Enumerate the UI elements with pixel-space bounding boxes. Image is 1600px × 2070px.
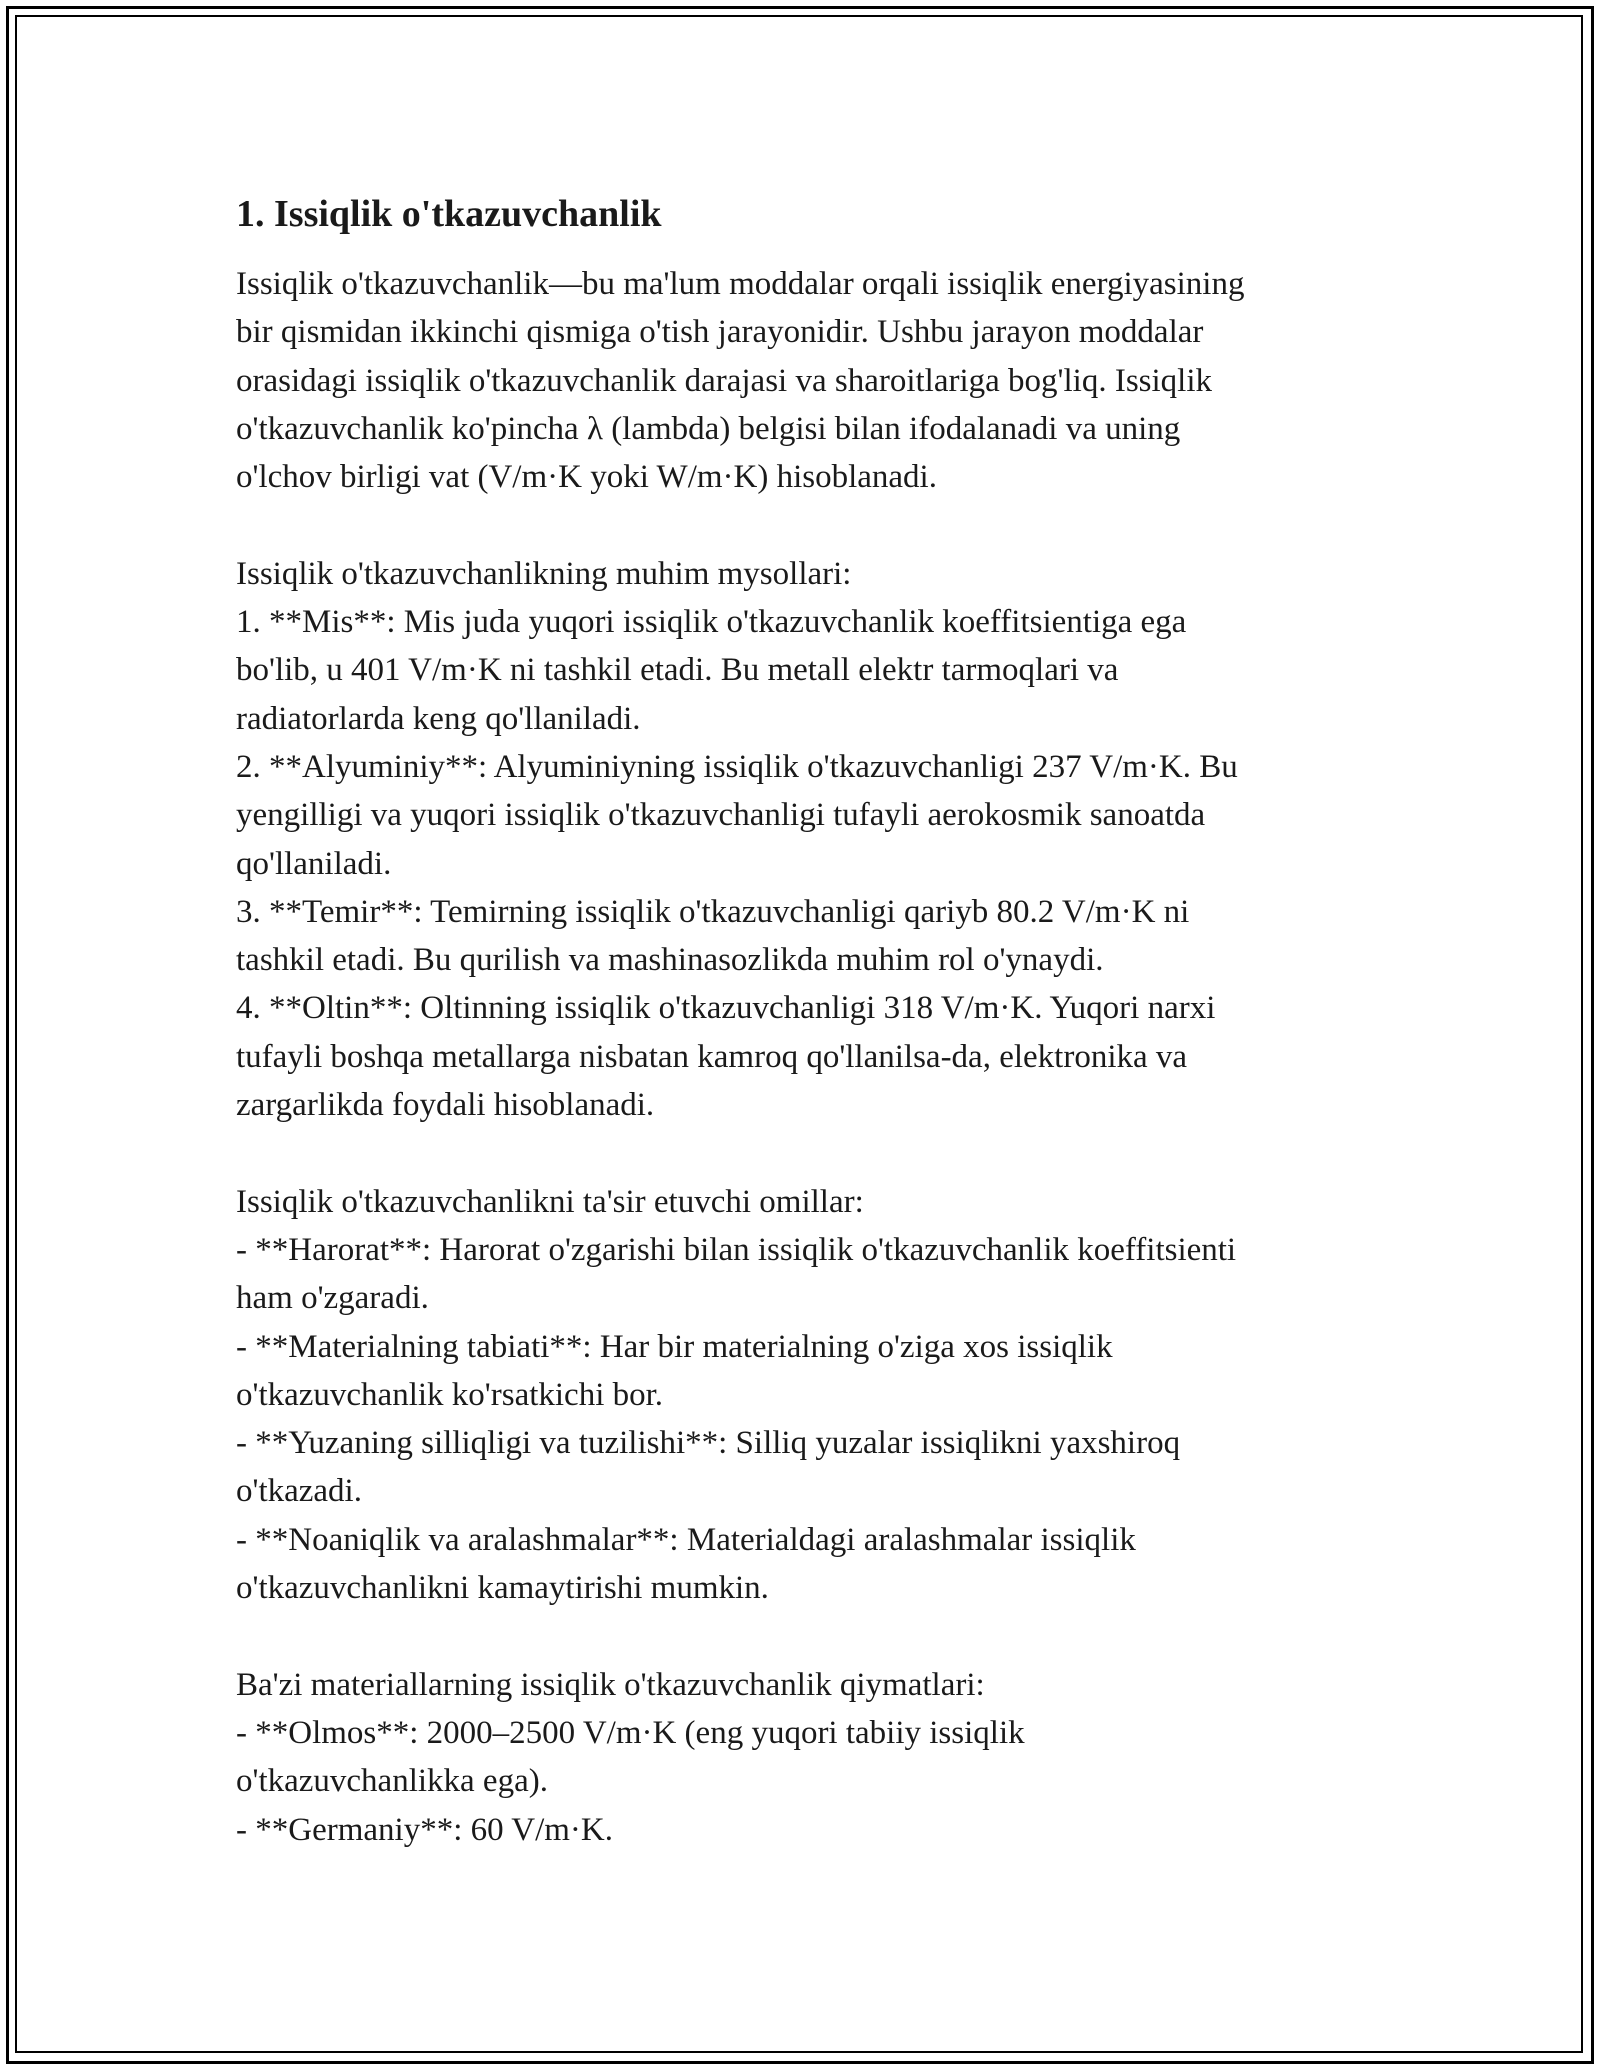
text-line: 3. **Temir**: Temirning issiqlik o'tkazuvchanligi qariyb 80.2 V/m·K ni	[236, 893, 1190, 930]
blank-line	[236, 1612, 1376, 1660]
text-line: - **Harorat**: Harorat o'zgarishi bilan issiqlik o'tkazuvchanlik koeffitsienti	[236, 1231, 1237, 1268]
text-line: bo'lib, u 401 V/m·K ni tashkil etadi. Bu metall elektr tarmoqlari va	[236, 652, 1119, 689]
text-line: - **Yuzaning silliqligi va tuzilishi**: Silliq yuzalar issiqlikni yaxshiroq	[236, 1425, 1181, 1462]
text-line: Issiqlik o'tkazuvchanlikning muhim mysollari:	[236, 555, 852, 592]
text-line: Issiqlik o'tkazuvchanlik—bu ma'lum moddalar orqali issiqlik energiyasining	[236, 266, 1245, 302]
blank-line	[236, 501, 1376, 549]
text-line: o'tkazadi.	[236, 1473, 362, 1510]
text-line: - **Germaniy**: 60 V/m·K.	[236, 1811, 614, 1848]
text-line: - **Noaniqlik va aralashmalar**: Materialdagi aralashmalar issiqlik	[236, 1521, 1136, 1558]
text-line: qo'llaniladi.	[236, 845, 392, 882]
text-line: o'tkazuvchanlikni kamaytirishi mumkin.	[236, 1570, 769, 1607]
text-line: o'lchov birligi vat (V/m·K yoki W/m·K) hisoblanadi.	[236, 459, 937, 496]
text-line: o'tkazuvchanlik ko'rsatkichi bor.	[236, 1376, 664, 1413]
text-line: - **Olmos**: 2000–2500 V/m·K (eng yuqori tabiiy issiqlik	[236, 1714, 1025, 1751]
text-line: tashkil etadi. Bu qurilish va mashinasozlikda muhim rol o'ynaydi.	[236, 942, 1104, 979]
text-line: o'tkazuvchanlik ko'pincha λ (lambda) belgisi bilan ifodalanadi va uning	[236, 410, 1181, 447]
text-line: 2. **Alyuminiy**: Alyuminiyning issiqlik o'tkazuvchanligi 237 V/m·K. Bu	[236, 748, 1238, 785]
text-line: ham o'zgaradi.	[236, 1280, 429, 1317]
text-block	[236, 260, 1376, 1854]
document-body	[236, 190, 1376, 1854]
text-line: - **Materialning tabiati**: Har bir materialning o'ziga xos issiqlik	[236, 1328, 1113, 1365]
text-line: Ba'zi materiallarning issiqlik o'tkazuvchanlik qiymatlari:	[236, 1666, 985, 1703]
text-line: bir qismidan ikkinchi qismiga o'tish jarayonidir. Ushbu jarayon moddalar	[236, 314, 1204, 351]
text-line: 1. **Mis**: Mis juda yuqori issiqlik o'tkazuvchanlik koeffitsientiga ega	[236, 604, 1187, 641]
text-line: o'tkazuvchanlikka ega).	[236, 1763, 548, 1800]
text-line: radiatorlarda keng qo'llaniladi.	[236, 700, 641, 737]
text-line: Issiqlik o'tkazuvchanlikni ta'sir etuvchi omillar:	[236, 1183, 864, 1220]
text-line: zargarlikda foydali hisoblanadi.	[236, 1087, 655, 1124]
text-line: tufayli boshqa metallarga nisbatan kamroq qo'llanilsa-da, elektronika va	[236, 1038, 1188, 1075]
text-line: orasidagi issiqlik o'tkazuvchanlik darajasi va sharoitlariga bog'liq. Issiqlik	[236, 362, 1213, 399]
text-line: 4. **Oltin**: Oltinning issiqlik o'tkazuvchanligi 318 V/m·K. Yuqori narxi	[236, 990, 1216, 1027]
section-heading: 1. Issiqlik o'tkazuvchanlik	[236, 193, 662, 235]
text-line: yengilligi va yuqori issiqlik o'tkazuvchanligi tufayli aerokosmik sanoatda	[236, 797, 1206, 834]
blank-line	[236, 1129, 1376, 1177]
